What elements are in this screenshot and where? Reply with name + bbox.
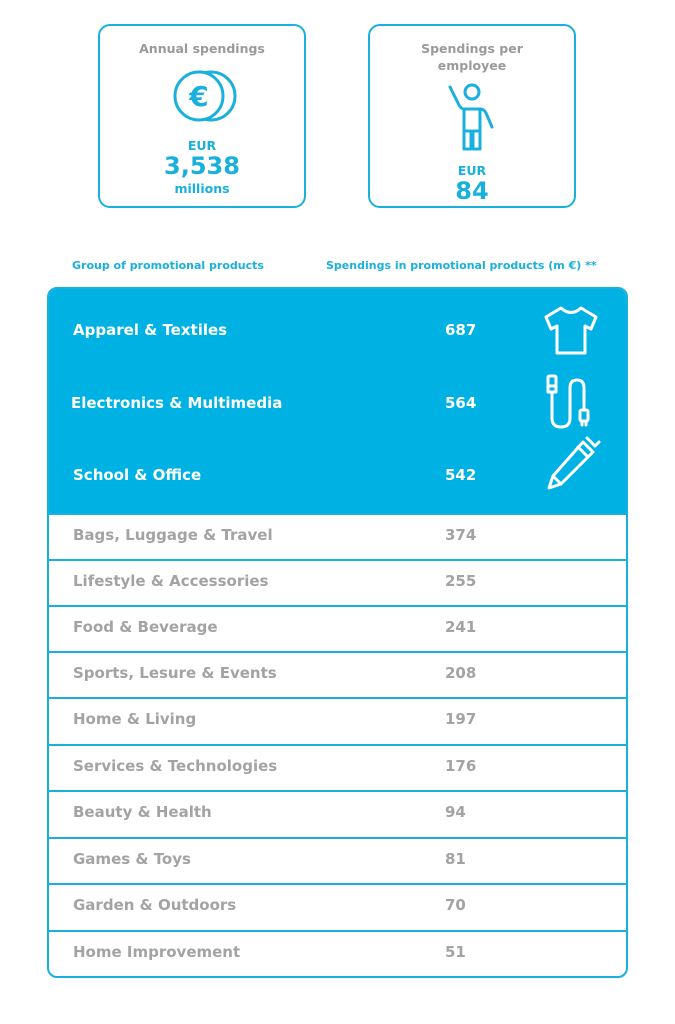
annual-currency: EUR [187,138,217,153]
row-value: 81 [445,850,466,868]
row-label: Bags, Luggage & Travel [73,526,273,544]
spendings-per-employee-card [368,24,576,208]
row-value: 51 [445,943,466,961]
row-label: Garden & Outdoors [73,896,237,914]
spendings-table [47,287,628,978]
row-value: 94 [445,803,466,821]
annual-spendings-title: Annual spendings [139,41,265,56]
row-label: Food & Beverage [73,618,218,636]
row-value: 197 [445,710,477,728]
row-value: 176 [445,757,477,775]
euro-coins-icon [165,64,239,128]
employee-currency: EUR [457,163,487,178]
row-label: Games & Toys [73,850,191,868]
row-label: Lifestyle & Accessories [73,572,269,590]
table-row [49,790,626,836]
row-label: Sports, Lesure & Events [73,664,277,682]
t-shirt-icon [541,303,601,363]
pen-icon [541,434,601,498]
row-value: 374 [445,526,477,544]
employee-title-line2: employee [437,58,507,73]
top-row [49,384,626,424]
row-value: 241 [445,618,477,636]
row-label: Home Improvement [73,943,241,961]
table-row [49,930,626,976]
row-value: 208 [445,664,477,682]
employee-title-line1: Spendings per [421,41,523,56]
annual-unit: millions [174,181,230,196]
top-row-label: Electronics & Multimedia [71,394,283,412]
group-column-header: Group of promotional products [72,259,264,272]
spend-column-header: Spendings in promotional products (m €) ** [326,259,597,272]
top-row-value: 564 [445,394,477,412]
row-label: Home & Living [73,710,197,728]
top-row-label: School & Office [73,466,202,484]
person-waving-icon [442,83,502,153]
top-row-value: 687 [445,321,477,339]
top-row [49,311,626,351]
top-row [49,456,626,496]
row-label: Beauty & Health [73,803,212,821]
table-row [49,559,626,605]
table-row [49,697,626,743]
top-row-value: 542 [445,466,477,484]
table-row [49,651,626,697]
top-categories-block [49,289,626,513]
table-row [49,744,626,790]
svg-text:€: € [189,80,209,113]
top-row-label: Apparel & Textiles [73,321,228,339]
table-row [49,883,626,929]
row-value: 255 [445,572,477,590]
table-row [49,837,626,883]
table-row [49,513,626,559]
employee-value: 84 [455,177,489,205]
annual-value: 3,538 [164,152,240,180]
row-value: 70 [445,896,466,914]
usb-cable-icon [541,372,601,436]
row-label: Services & Technologies [73,757,278,775]
table-row [49,605,626,651]
annual-spendings-card [98,24,306,208]
